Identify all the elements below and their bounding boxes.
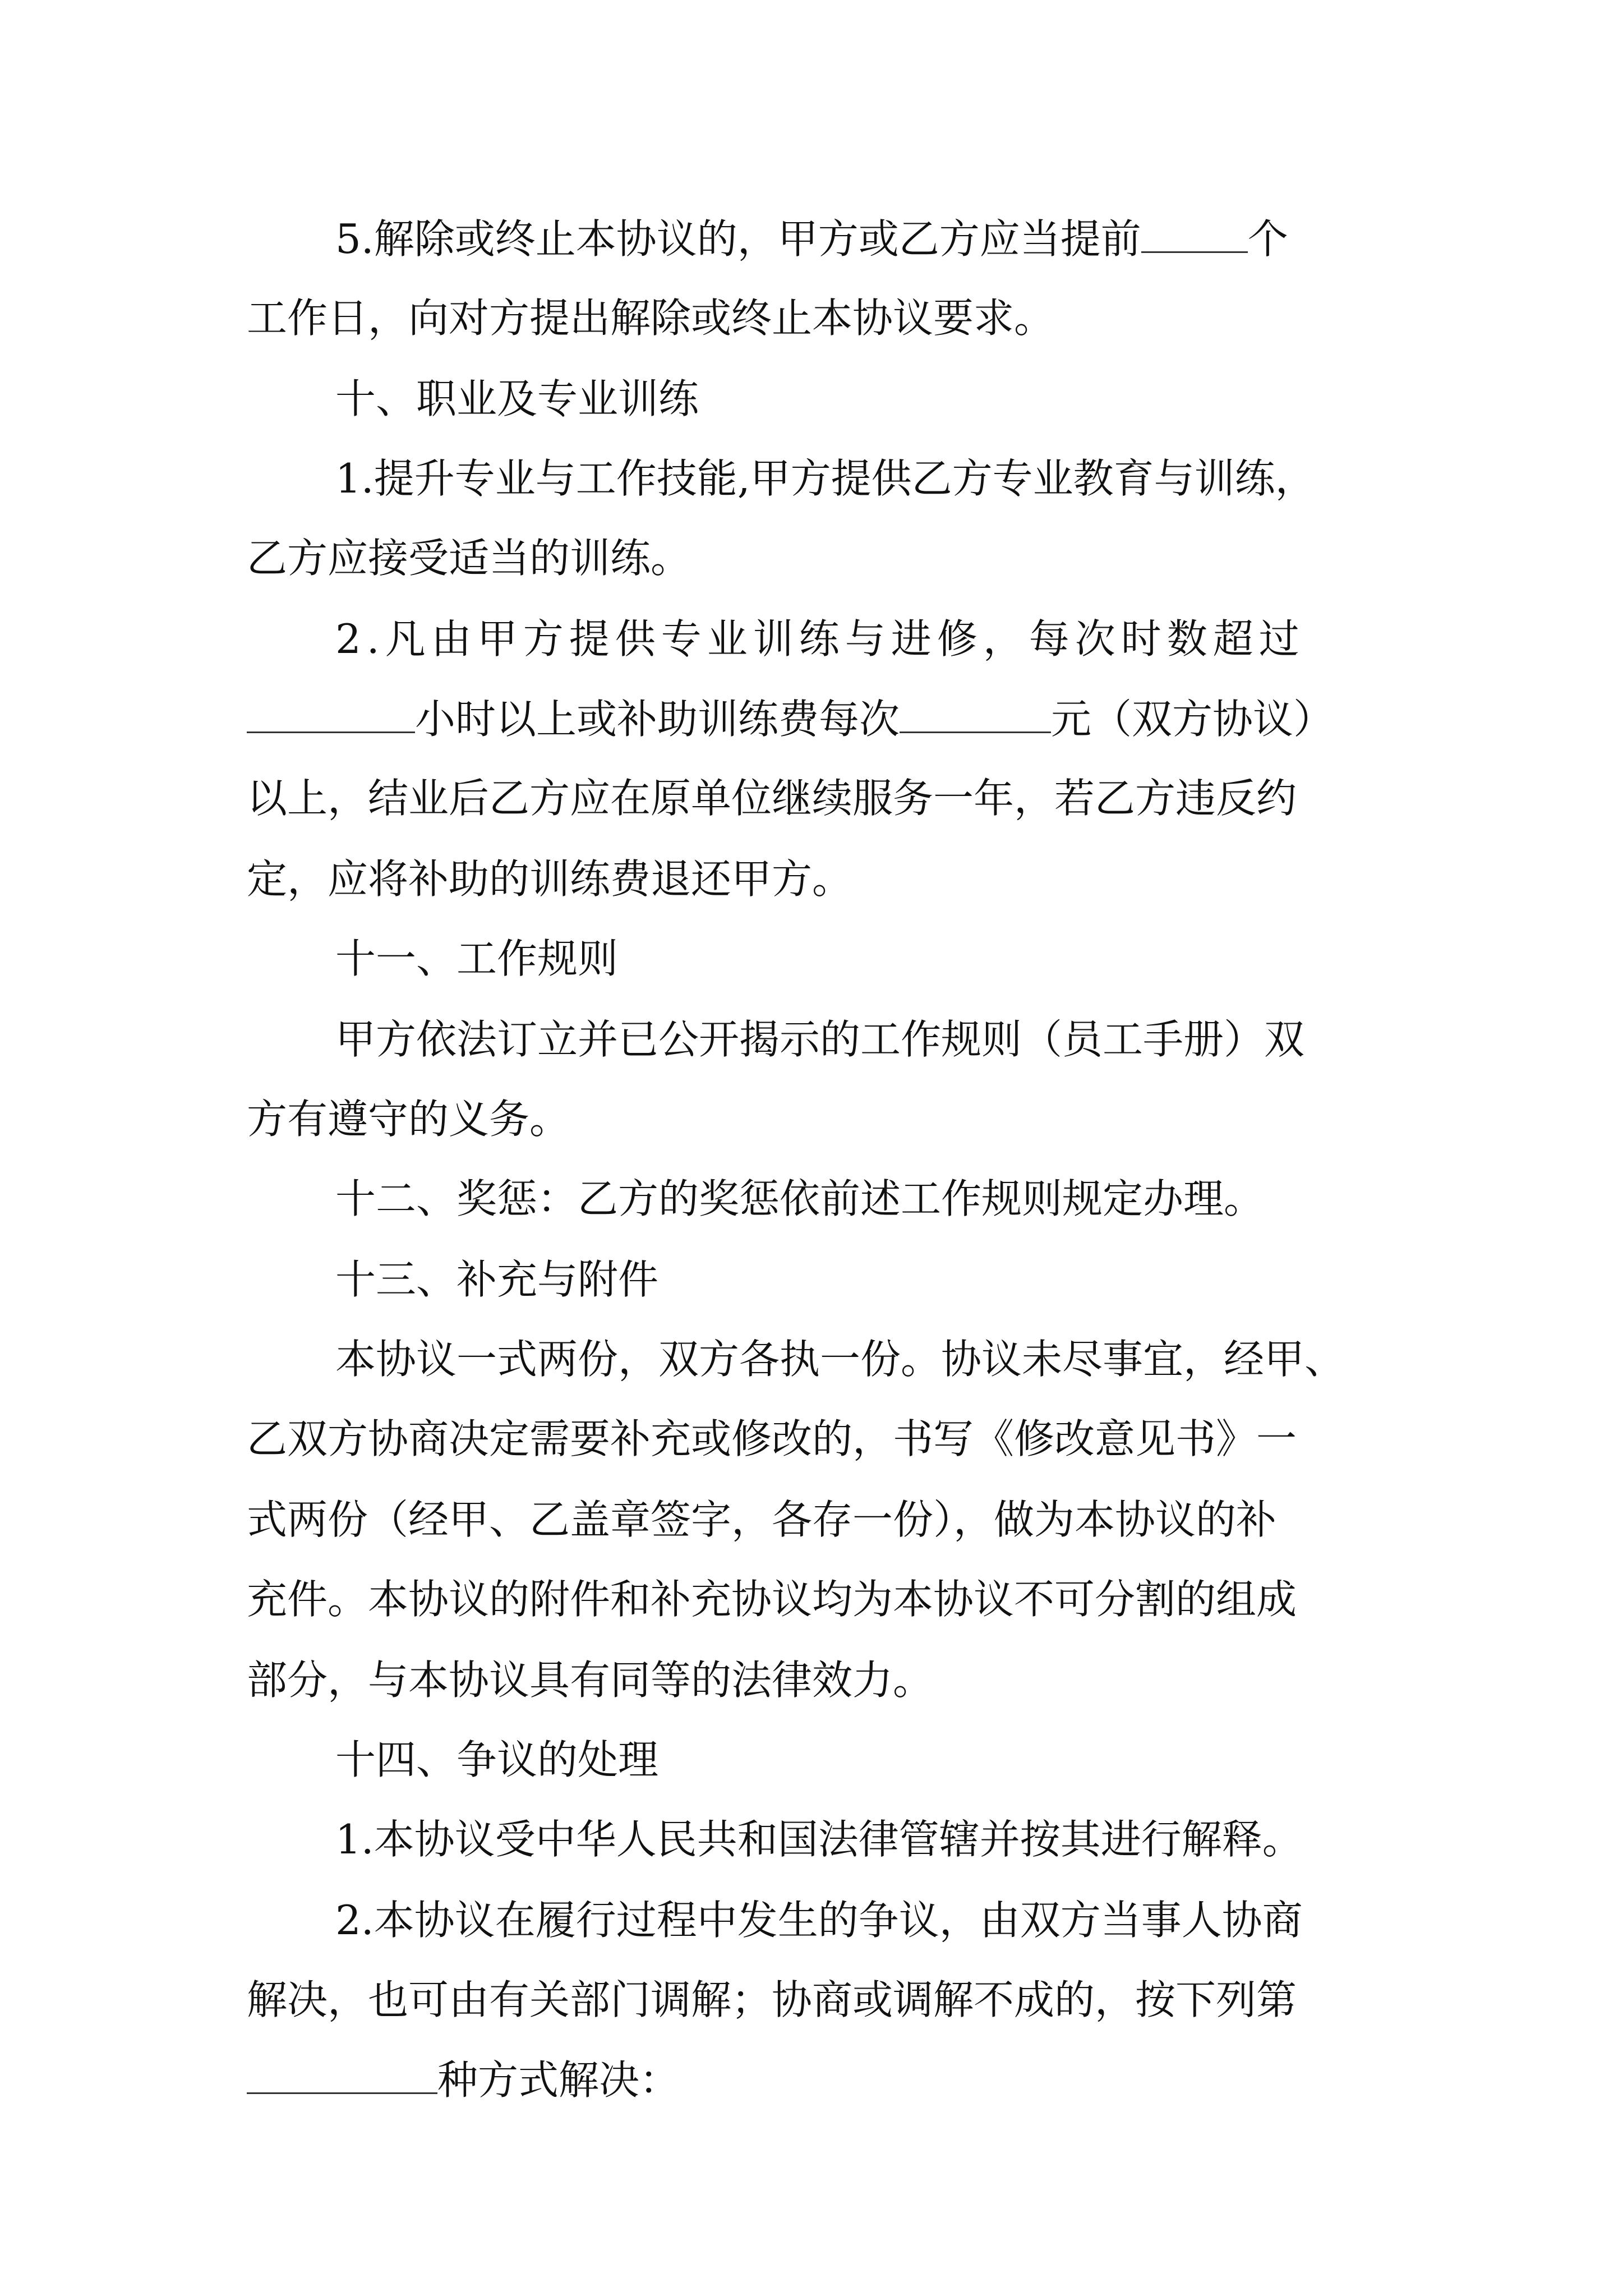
section-10-heading: 十、职业及专业训练 bbox=[335, 375, 699, 422]
clause-10-1-line-1: 1.提升专业与工作技能,甲方提供乙方专业教育与训练， bbox=[335, 455, 1316, 502]
clause-14-2-line-2: 解决，也可由有关部门调解；协商或调解不成的，按下列第 bbox=[247, 1976, 1297, 2023]
section-11-text-line-1: 甲方依法订立并已公开揭示的工作规则（员工手册）双 bbox=[335, 1016, 1305, 1063]
section-13-text-line-4: 充件。本协议的附件和补充协议均为本协议不可分割的组成 bbox=[247, 1576, 1297, 1623]
section-11-heading: 十一、工作规则 bbox=[335, 935, 619, 982]
text-span: 种方式解决： bbox=[437, 2056, 680, 2104]
section-13-text-line-2: 乙双方协商决定需要补充或修改的，书写《修改意见书》一 bbox=[247, 1415, 1297, 1462]
text-span: 小时以上或补助训练费每次 bbox=[415, 696, 900, 743]
clause-10-2-line-3: 以上，结业后乙方应在原单位继续服务一年，若乙方违反约 bbox=[247, 775, 1297, 822]
text-span: 个 bbox=[1247, 215, 1288, 263]
clause-9-5-line-2: 工作日，向对方提出解除或终止本协议要求。 bbox=[247, 295, 1055, 342]
text-span: 元（双方协议） bbox=[1051, 696, 1334, 743]
clause-10-2-line-1: 2.凡由甲方提供专业训练与进修，每次时数超过 bbox=[335, 615, 1305, 662]
section-13-text-line-1: 本协议一式两份，双方各执一份。协议未尽事宜，经甲、 bbox=[335, 1336, 1345, 1383]
clause-14-1-line: 1.本协议受中华人民共和国法律管辖并按其进行解释。 bbox=[335, 1816, 1303, 1863]
clause-14-2-line-3 bbox=[247, 2049, 680, 2110]
section-11-text-line-2: 方有遵守的义务。 bbox=[247, 1096, 570, 1143]
section-13-heading: 十三、补充与附件 bbox=[335, 1256, 659, 1303]
clause-9-5-line-1 bbox=[335, 208, 1288, 269]
text-span: 5.解除或终止本协议的，甲方或乙方应当提前 bbox=[335, 215, 1141, 263]
section-14-heading: 十四、争议的处理 bbox=[335, 1736, 659, 1783]
fill-in-blank-notice-days bbox=[1141, 208, 1248, 253]
clause-10-2-line-2 bbox=[247, 688, 1334, 749]
section-13-text-line-5: 部分，与本协议具有同等的法律效力。 bbox=[247, 1657, 934, 1704]
section-13-text-line-3: 式两份（经甲、乙盖章签字，各存一份），做为本协议的补 bbox=[247, 1496, 1277, 1543]
fill-in-blank-training-hours bbox=[247, 688, 415, 733]
section-12-line: 十二、奖惩：乙方的奖惩依前述工作规则规定办理。 bbox=[335, 1175, 1265, 1222]
fill-in-blank-training-fee bbox=[900, 688, 1051, 733]
clause-10-2-line-4: 定，应将补助的训练费退还甲方。 bbox=[247, 855, 853, 903]
clause-14-2-line-1: 2.本协议在履行过程中发生的争议，由双方当事人协商 bbox=[335, 1897, 1303, 1944]
fill-in-blank-resolution-method bbox=[247, 2049, 437, 2094]
clause-10-1-line-2: 乙方应接受适当的训练。 bbox=[247, 535, 691, 582]
